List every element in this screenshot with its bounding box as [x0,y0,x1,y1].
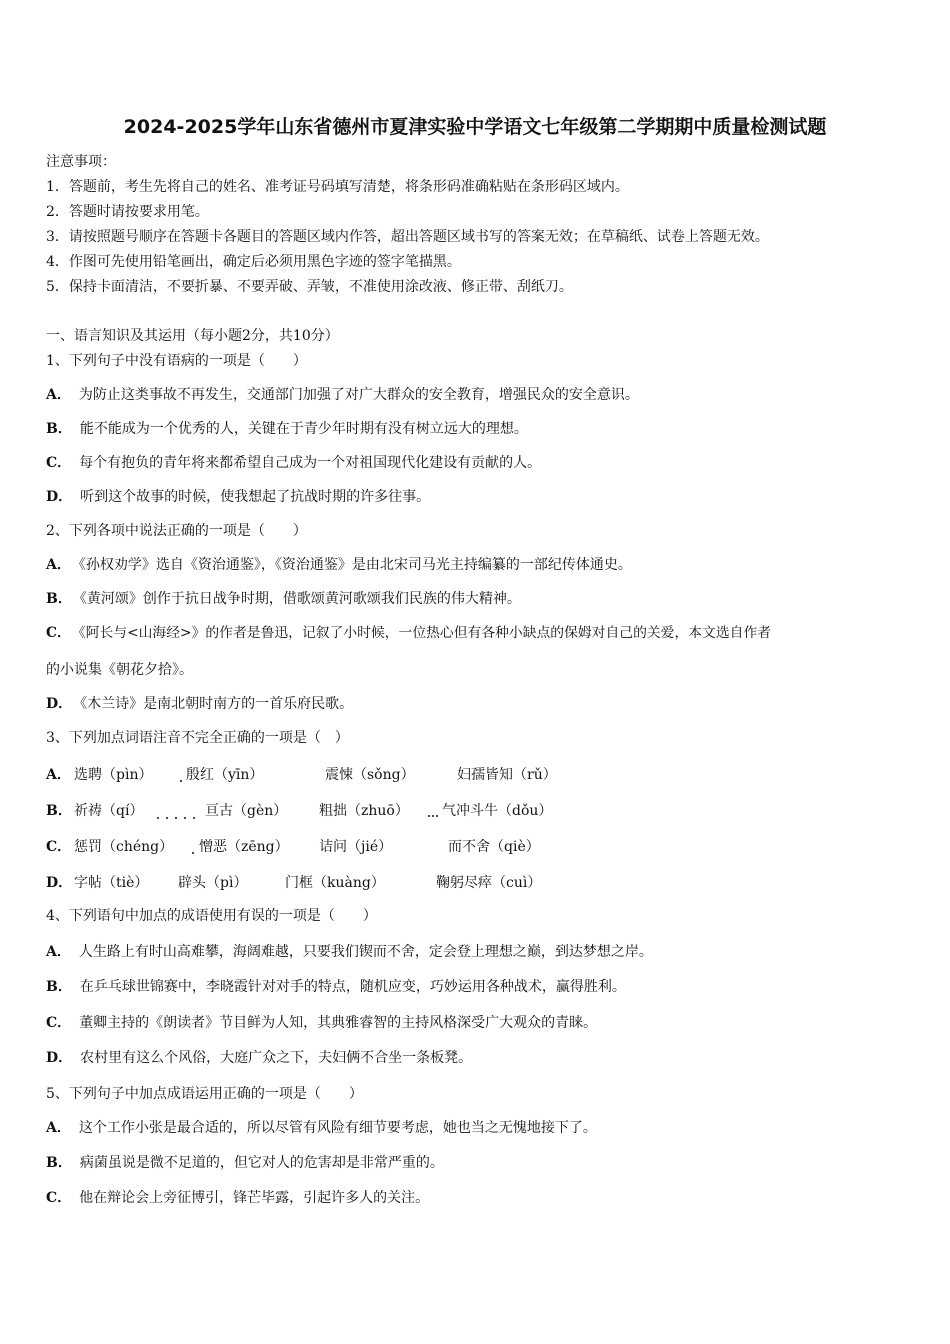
option-label: B． [46,1155,72,1171]
option-label: C． [46,625,71,641]
pinyin-item: 妇孺皆知（rǔ） [457,767,557,783]
option-text: 他在辩论会上旁征博引，锋芒毕露，引起许多人的关注。 [79,1190,430,1206]
option-label: C． [46,839,72,855]
option-label: C． [46,1190,72,1206]
option-label: A． [46,767,71,783]
pinyin-item: 殷红（yīn） [186,767,264,783]
option-text: 在乒乓球世锦赛中，李晓霞针对对手的特点，随机应变，巧妙运用各种战术，赢得胜利。 [79,979,626,995]
emphasis-dot [184,817,186,819]
emphasis-dot [175,817,177,819]
q5-option-b [46,1154,444,1172]
option-label: C． [46,1015,72,1031]
question-1-stem: 1、下列句子中没有语病的一项是（ ） [46,353,307,369]
q2-option-a [46,556,632,574]
q5-option-c [46,1189,429,1207]
emphasis-dot [180,780,182,782]
option-label: D． [46,489,73,505]
pinyin-item: 而不舍（qiè） [448,839,540,855]
option-label: D． [46,875,73,891]
q2-option-b [46,590,521,608]
q4-option-d [46,1049,472,1067]
option-text: 这个工作小张是最合适的，所以尽管有风险有细节要考虑，她也当之无愧地接下了。 [78,1120,597,1136]
pinyin-item: 诘问（jié） [319,839,393,855]
pinyin-item: 辟头（pì） [178,875,248,891]
question-4-stem: 4、下列语句中加点的成语使用有误的一项是（ ） [46,908,377,924]
option-label: A． [46,944,71,960]
option-text: 《阿长与<山海经>》的作者是鲁迅，记叙了小时候，一位热心但有各种小缺点的保姆对自己的关爱，本文选自作者 [78,625,772,641]
question-2-stem: 2、下列各项中说法正确的一项是（ ） [46,523,307,539]
q4-option-b [46,978,626,996]
notice-item: 5．保持卡面清洁，不要折暴、不要弄破、弄皱，不准使用涂改液、修正带、刮纸刀。 [46,279,573,295]
option-text: 人生路上有时山高难攀，海阔难越，只要我们锲而不舍，定会登上理想之巅，到达梦想之岸。 [78,944,653,960]
option-label: C． [46,455,72,471]
pinyin-item: 震悚（sǒng） [325,767,415,783]
notice-heading: 注意事项： [46,154,116,170]
emphasis-dot [157,817,159,819]
q5-option-a [46,1119,597,1137]
emphasis-dot [436,815,438,817]
option-label: D． [46,1050,73,1066]
pinyin-item: 粗拙（zhuō） [319,803,409,819]
pinyin-item: 气冲斗牛（dǒu） [442,803,553,819]
option-text: 《木兰诗》是南北朝时南方的一首乐府民歌。 [80,696,354,712]
option-text: 能不能成为一个优秀的人，关键在于青少年时期有没有树立远大的理想。 [79,421,528,437]
notice-item: 1．答题前，考生先将自己的姓名、准考证号码填写清楚，将条形码准确粘贴在条形码区域内。 [46,179,629,195]
q2-option-c-continued: 的小说集《朝花夕拾》。 [46,662,193,678]
emphasis-dot [192,852,194,854]
option-label: A． [46,1120,71,1136]
option-label: B． [46,591,72,607]
pinyin-item: 祈祷（qí） [74,803,144,819]
pinyin-item: 亘古（gèn） [205,803,288,819]
option-text: 听到这个故事的时候，使我想起了抗战时期的许多往事。 [80,489,431,505]
pinyin-item: 憎恶（zēng） [199,839,289,855]
option-text: 为防止这类事故不再发生，交通部门加强了对广大群众的安全教育，增强民众的安全意识。 [78,387,639,403]
pinyin-item: 门框（kuàng） [285,875,385,891]
option-text: 农村里有这么个风俗，大庭广众之下，夫妇俩不合坐一条板凳。 [80,1050,473,1066]
pinyin-item: 选聘（pìn） [74,767,153,783]
notice-item: 4．作图可先使用铅笔画出，确定后必须用黑色字迹的签字笔描黑。 [46,254,461,270]
option-text: 每个有抱负的青年将来都希望自己成为一个对祖国现代化建设有贡献的人。 [79,455,542,471]
option-label: D． [46,696,73,712]
emphasis-dot [193,817,195,819]
option-label: B． [46,979,72,995]
option-label: A． [46,387,71,403]
emphasis-dot [428,815,430,817]
q1-option-d [46,488,430,506]
option-text: 病菌虽说是微不足道的，但它对人的危害却是非常严重的。 [79,1155,444,1171]
pinyin-item: 惩罚（chéng） [74,839,174,855]
notice-item: 2．答题时请按要求用笔。 [46,204,209,220]
q1-option-c [46,454,541,472]
q2-option-c [46,624,771,642]
q4-option-a [46,943,653,961]
q4-option-c [46,1014,597,1032]
question-3-stem: 3、下列加点词语注音不完全正确的一项是（ ） [46,730,349,746]
pinyin-item: 字帖（tiè） [74,875,149,891]
emphasis-dot [166,817,168,819]
exam-title: 2024-2025学年山东省德州市夏津实验中学语文七年级第二学期期中质量检测试题 [123,116,827,138]
option-label: B． [46,421,72,437]
option-label: B． [46,803,72,819]
q2-option-d [46,695,353,713]
option-label: A． [46,557,71,573]
section-heading: 一、语言知识及其运用（每小题2分，共10分） [46,328,339,344]
notice-item: 3．请按照题号顺序在答题卡各题目的答题区域内作答，超出答题区域书写的答案无效；在草稿纸、试卷上答题无效。 [46,229,769,245]
option-text: 《黄河颂》创作于抗日战争时期，借歌颂黄河歌颂我们民族的伟大精神。 [79,591,521,607]
q1-option-b [46,420,528,438]
question-5-stem: 5、下列句子中加点成语运用正确的一项是（ ） [46,1086,363,1102]
option-text: 董卿主持的《朗读者》节目鲜为人知，其典雅睿智的主持风格深受广大观众的青睐。 [79,1015,598,1031]
pinyin-item: 鞠躬尽瘁（cuì） [436,875,542,891]
q1-option-a [46,386,639,404]
option-text: 《孙权劝学》选自《资治通鉴》，《资治通鉴》是由北宋司马光主持编纂的一部纪传体通史。 [78,557,632,573]
emphasis-dot [432,815,434,817]
